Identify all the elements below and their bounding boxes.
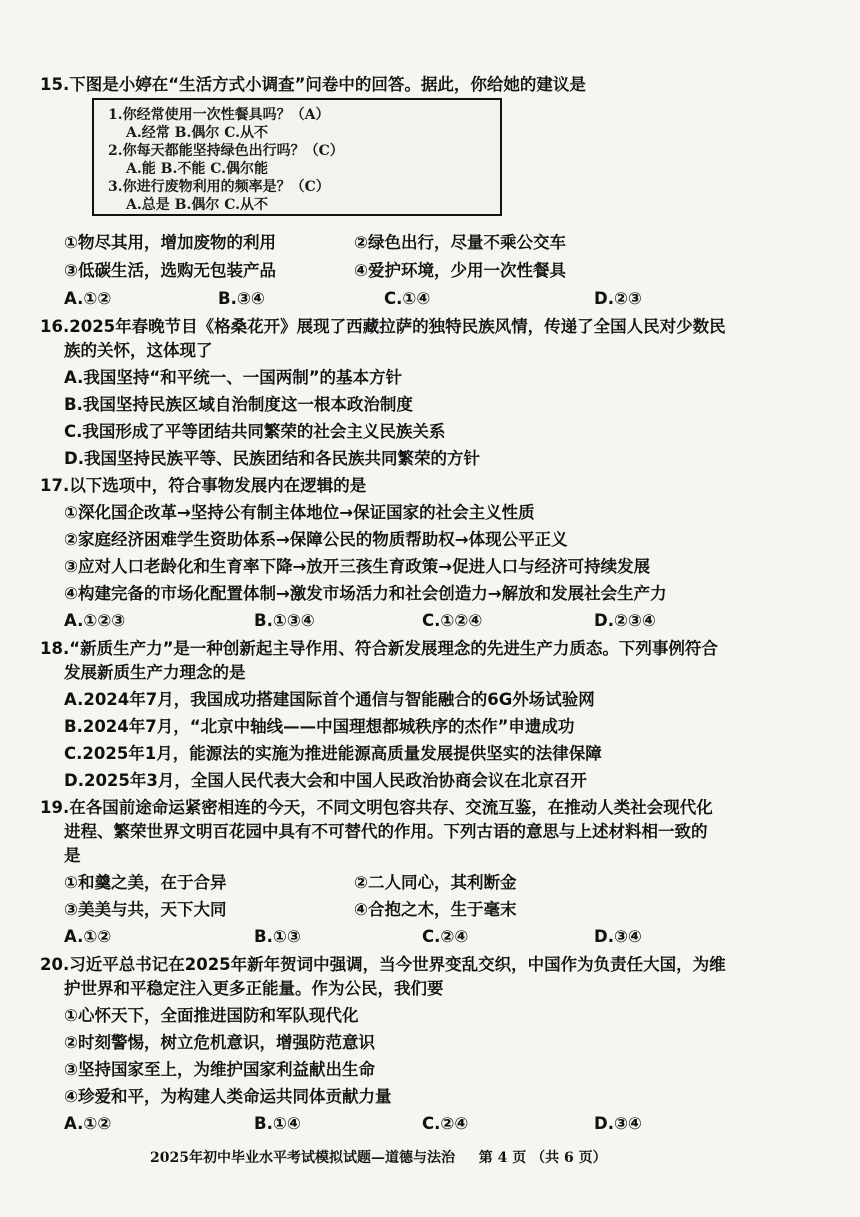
survey-line-1: 1.你经常使用一次性餐具吗？（A） [108, 107, 330, 123]
survey-line-4: A.能 B.不能 C.偶尔能 [126, 161, 268, 177]
q19-choice-c: C.②④ [422, 927, 469, 946]
q19-stem-line-1: 19.在各国前途命运紧密相连的今天，不同文明包容共存、交流互鉴，在推动人类社会现代化 [40, 798, 713, 817]
q19-statement-2: ②二人同心，其利断金 [354, 873, 517, 892]
q17-choice-d: D.②③④ [594, 611, 656, 630]
q17-stem: 17.以下选项中，符合事物发展内在逻辑的是 [40, 476, 367, 495]
q15-survey-box [92, 98, 502, 216]
q19-choice-a: A.①② [64, 927, 112, 946]
q20-choice-d: D.③④ [594, 1114, 642, 1133]
q20-stem-line-1: 20.习近平总书记在2025年新年贺词中强调，当今世界变乱交织，中国作为负责任大国，为维 [40, 955, 726, 974]
survey-line-5: 3.你进行废物利用的频率是？（C） [108, 179, 330, 195]
q20-statement-4: ④珍爱和平，为构建人类命运共同体贡献力量 [64, 1087, 392, 1106]
q15-statement-2: ②绿色出行，尽量不乘公交车 [354, 233, 566, 252]
q18-choice-b: B.2024年7月，“北京中轴线——中国理想都城秩序的杰作”申遗成功 [64, 717, 575, 736]
q16-choice-c: C.我国形成了平等团结共同繁荣的社会主义民族关系 [64, 422, 446, 441]
q17-choice-b: B.①③④ [254, 611, 315, 630]
page-footer [150, 1147, 607, 1167]
q17-statement-3: ③应对人口老龄化和生育率下降→放开三孩生育政策→促进人口与经济可持续发展 [64, 557, 651, 576]
q19-choice-d: D.③④ [594, 927, 642, 946]
q19-stem-line-3: 是 [64, 846, 81, 865]
survey-line-6: A.总是 B.偶尔 C.从不 [126, 197, 268, 213]
q18-choice-c: C.2025年1月，能源法的实施为推进能源高质量发展提供坚实的法律保障 [64, 744, 602, 763]
q15-choice-d: D.②③ [594, 289, 642, 308]
q19-statement-1: ①和羹之美，在于合异 [64, 873, 227, 892]
q16-stem-line-1: 16.2025年春晚节目《格桑花开》展现了西藏拉萨的独特民族风情，传递了全国人民对少数民 [40, 317, 726, 336]
survey-line-3: 2.你每天都能坚持绿色出行吗？（C） [108, 143, 344, 159]
q15-choice-a: A.①② [64, 289, 112, 308]
q20-choice-a: A.①② [64, 1114, 112, 1133]
q19-stem-line-2: 进程、繁荣世界文明百花园中具有不可替代的作用。下列古语的意思与上述材料相一致的 [64, 822, 708, 841]
q15-statement-4: ④爱护环境，少用一次性餐具 [354, 261, 566, 280]
q17-statement-2: ②家庭经济困难学生资助体系→保障公民的物质帮助权→体现公平正义 [64, 530, 568, 549]
q16-stem-line-2: 族的关怀，这体现了 [64, 341, 213, 360]
q16-choice-b: B.我国坚持民族区域自治制度这一根本政治制度 [64, 395, 413, 414]
q17-statement-1: ①深化国企改革→坚持公有制主体地位→保证国家的社会主义性质 [64, 503, 535, 522]
q16-choice-a: A.我国坚持“和平统一、一国两制”的基本方针 [64, 368, 403, 387]
q15-stem: 15.下图是小婷在“生活方式小调查”问卷中的回答。据此，你给她的建议是 [40, 75, 586, 94]
q15-statement-3: ③低碳生活，选购无包装产品 [64, 261, 276, 280]
q18-stem-line-2: 发展新质生产力理念的是 [64, 663, 246, 682]
q18-choice-d: D.2025年3月，全国人民代表大会和中国人民政治协商会议在北京召开 [64, 771, 587, 790]
footer-page-number: 第 4 页 （共 6 页） [478, 1150, 607, 1166]
q20-stem-line-2: 护世界和平稳定注入更多正能量。作为公民，我们要 [64, 979, 444, 998]
q19-statement-3: ③美美与共，天下大同 [64, 900, 227, 919]
q17-choice-c: C.①②④ [422, 611, 483, 630]
q17-choice-a: A.①②③ [64, 611, 126, 630]
q20-statement-2: ②时刻警惕，树立危机意识，增强防范意识 [64, 1033, 375, 1052]
q20-statement-3: ③坚持国家至上，为维护国家利益献出生命 [64, 1060, 375, 1079]
q18-choice-a: A.2024年7月，我国成功搭建国际首个通信与智能融合的6G外场试验网 [64, 690, 595, 709]
q19-statement-4: ④合抱之木，生于毫末 [354, 900, 517, 919]
q16-choice-d: D.我国坚持民族平等、民族团结和各民族共同繁荣的方针 [64, 449, 480, 468]
q15-statement-1: ①物尽其用，增加废物的利用 [64, 233, 276, 252]
q15-choice-c: C.①④ [384, 289, 431, 308]
footer-title: 2025年初中毕业水平考试模拟试题—道德与法治 [150, 1150, 455, 1166]
q20-choice-b: B.①④ [254, 1114, 301, 1133]
survey-line-2: A.经常 B.偶尔 C.从不 [126, 125, 268, 141]
q20-statement-1: ①心怀天下，全面推进国防和军队现代化 [64, 1006, 359, 1025]
q18-stem-line-1: 18.“新质生产力”是一种创新起主导作用、符合新发展理念的先进生产力质态。下列事例符合 [40, 639, 718, 658]
q19-choice-b: B.①③ [254, 927, 301, 946]
q20-choice-c: C.②④ [422, 1114, 469, 1133]
q17-statement-4: ④构建完备的市场化配置体制→激发市场活力和社会创造力→解放和发展社会生产力 [64, 584, 667, 603]
q15-choice-b: B.③④ [218, 289, 265, 308]
